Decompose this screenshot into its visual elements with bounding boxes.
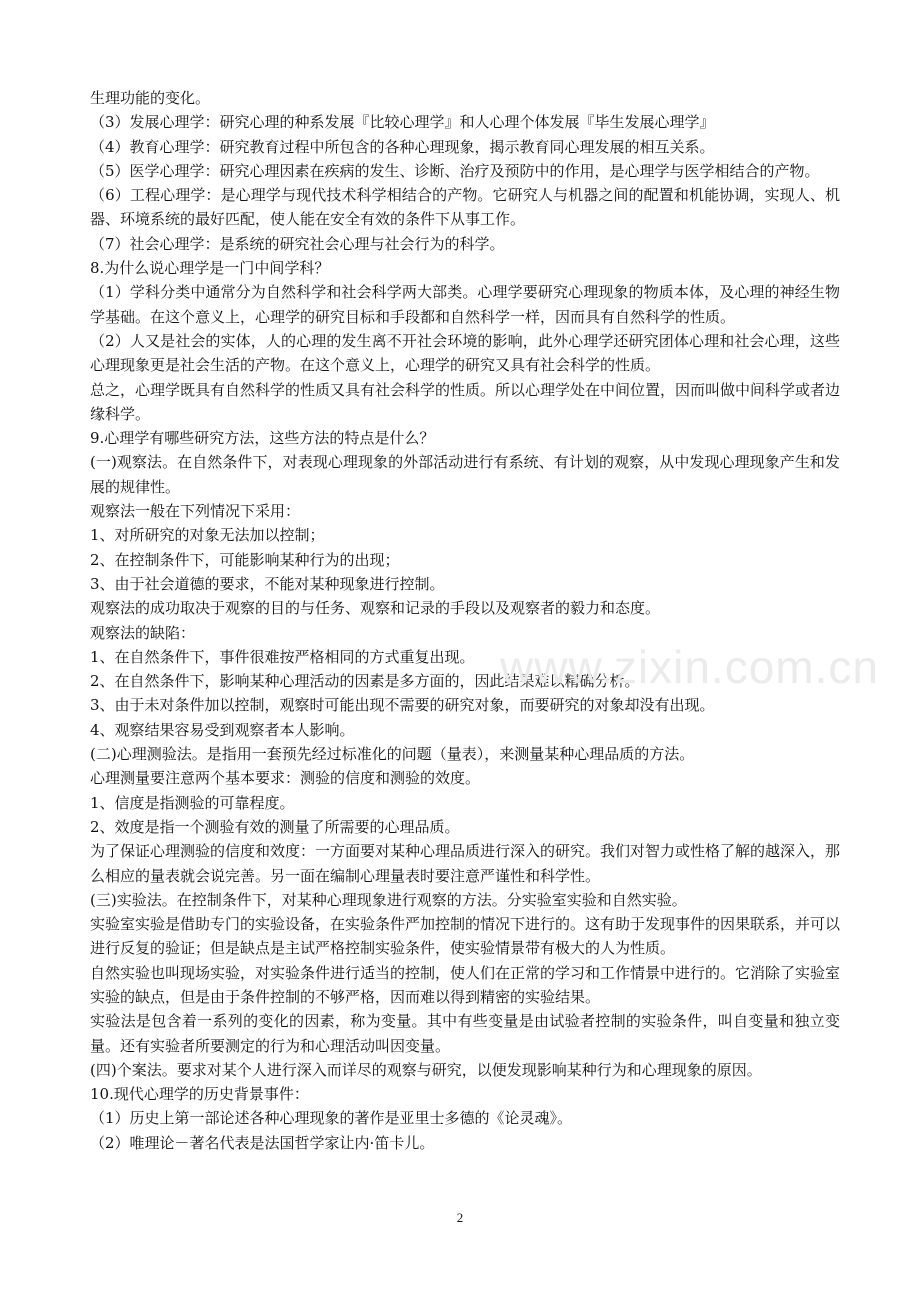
list-item: 4、观察结果容易受到观察者本人影响。	[90, 720, 355, 739]
paragraph: (二)心理测验法。是指用一套预先经过标准化的问题（量表），来测量某种心理品质的方法。	[90, 745, 695, 764]
list-item: 1、对所研究的对象无法加以控制；	[90, 526, 325, 545]
list-item: （1）历史上第一部论述各种心理现象的著作是亚里士多德的《论灵魂》。	[90, 1109, 573, 1128]
paragraph: 为了保证心理测验的信度和效度：一方面要对某种心理品质进行深入的研究。我们对智力或性格了解的越深入，那么相应的量表就会说完善。另一面在编制心理量表时要注意严谨性和科学性。	[90, 842, 841, 885]
paragraph: （7）社会心理学：是系统的研究社会心理与社会行为的科学。	[90, 234, 505, 253]
paragraph: （4）教育心理学：研究教育过程中所包含的各种心理现象，揭示教育同心理发展的相互关系。	[90, 137, 715, 156]
list-item: 3、由于未对条件加以控制，观察时可能出现不需要的研究对象，而要研究的对象却没有出现。	[90, 696, 715, 715]
paragraph: （5）医学心理学：研究心理因素在疾病的发生、诊断、治疗及预防中的作用，是心理学与医学相结合的产物。	[90, 161, 820, 180]
paragraph: 实验室实验是借助专门的实验设备，在实验条件严加控制的情况下进行的。这有助于发现事件的因果联系，并可以进行反复的验证；但是缺点是主试严格控制实验条件，使实验情景带有极大的人为性质。	[90, 915, 841, 958]
paragraph: 总之，心理学既具有自然科学的性质又具有社会科学的性质。所以心理学处在中间位置，因而叫做中间科学或者边缘科学。	[90, 380, 841, 423]
list-item: （2）唯理论－著名代表是法国哲学家让内·笛卡儿。	[90, 1133, 435, 1152]
paragraph: 心理测量要注意两个基本要求：测验的信度和测验的效度。	[90, 769, 481, 788]
question-heading: 10.现代心理学的历史背景事件：	[90, 1085, 309, 1104]
page-number: 2	[456, 1210, 464, 1225]
paragraph: (三)实验法。在控制条件下，对某种心理现象进行观察的方法。分实验室实验和自然实验。	[90, 890, 687, 909]
list-item: 2、效度是指一个测验有效的测量了所需要的心理品质。	[90, 817, 460, 836]
page-body	[90, 86, 840, 1155]
paragraph: 观察法的成功取决于观察的目的与任务、观察和记录的手段以及观察者的毅力和态度。	[90, 599, 661, 618]
paragraph: 自然实验也叫现场实验，对实验条件进行适当的控制，使人们在正常的学习和工作情景中进行的。它消除了实验室实验的缺点，但是由于条件控制的不够严格，因而难以得到精密的实验结果。	[90, 963, 841, 1006]
paragraph: （3）发展心理学：研究心理的种系发展『比较心理学』和人心理个体发展『毕生发展心理学』	[90, 113, 715, 132]
list-item: 1、信度是指测验的可靠程度。	[90, 793, 295, 812]
paragraph: (四)个案法。要求对某个人进行深入而详尽的观察与研究，以便发现影响某种行为和心理现象的原因。	[90, 1060, 762, 1079]
paragraph: (一)观察法。在自然条件下，对表现心理现象的外部活动进行有系统、有计划的观察，从中发现心理现象产生和发展的规律性。	[90, 453, 840, 496]
paragraph: 观察法一般在下列情况下采用：	[90, 502, 301, 521]
question-heading: 9.心理学有哪些研究方法，这些方法的特点是什么？	[90, 429, 435, 448]
paragraph: 生理功能的变化。	[90, 89, 211, 107]
paragraph: （1）学科分类中通常分为自然科学和社会科学两大部类。心理学要研究心理现象的物质本体，及心理的神经生物学基础。在这个意义上，心理学的研究目标和手段都和自然科学一样，因而具有自然科学的性质。	[90, 283, 840, 326]
list-item: 3、由于社会道德的要求，不能对某种现象进行控制。	[90, 574, 445, 593]
watermark: www.zixin.com.cn	[500, 641, 879, 693]
list-item: 2、在自然条件下，影响某种心理活动的因素是多方面的，因此结果难以精确分析。	[90, 672, 640, 691]
list-item: 2、在控制条件下，可能影响某种行为的出现；	[90, 550, 400, 569]
list-item: 1、在自然条件下，事件很难按严格相同的方式重复出现。	[90, 647, 475, 666]
paragraph: 实验法是包含着一系列的变化的因素，称为变量。其中有些变量是由试验者控制的实验条件，叫自变量和独立变量。还有实验者所要测定的行为和心理活动叫因变量。	[90, 1012, 840, 1055]
paragraph: （6）工程心理学：是心理学与现代技术科学相结合的产物。它研究人与机器之间的配置和机能协调，实现人、机器、环境系统的最好匹配，使人能在安全有效的条件下从事工作。	[90, 186, 840, 229]
question-heading: 8.为什么说心理学是一门中间学科？	[90, 259, 330, 278]
paragraph: （2）人又是社会的实体，人的心理的发生离不开社会环境的影响，此外心理学还研究团体心理和社会心理，这些心理现象更是社会生活的产物。在这个意义上，心理学的研究又具有社会科学的性质。	[90, 331, 840, 375]
paragraph: 观察法的缺陷：	[90, 623, 196, 642]
